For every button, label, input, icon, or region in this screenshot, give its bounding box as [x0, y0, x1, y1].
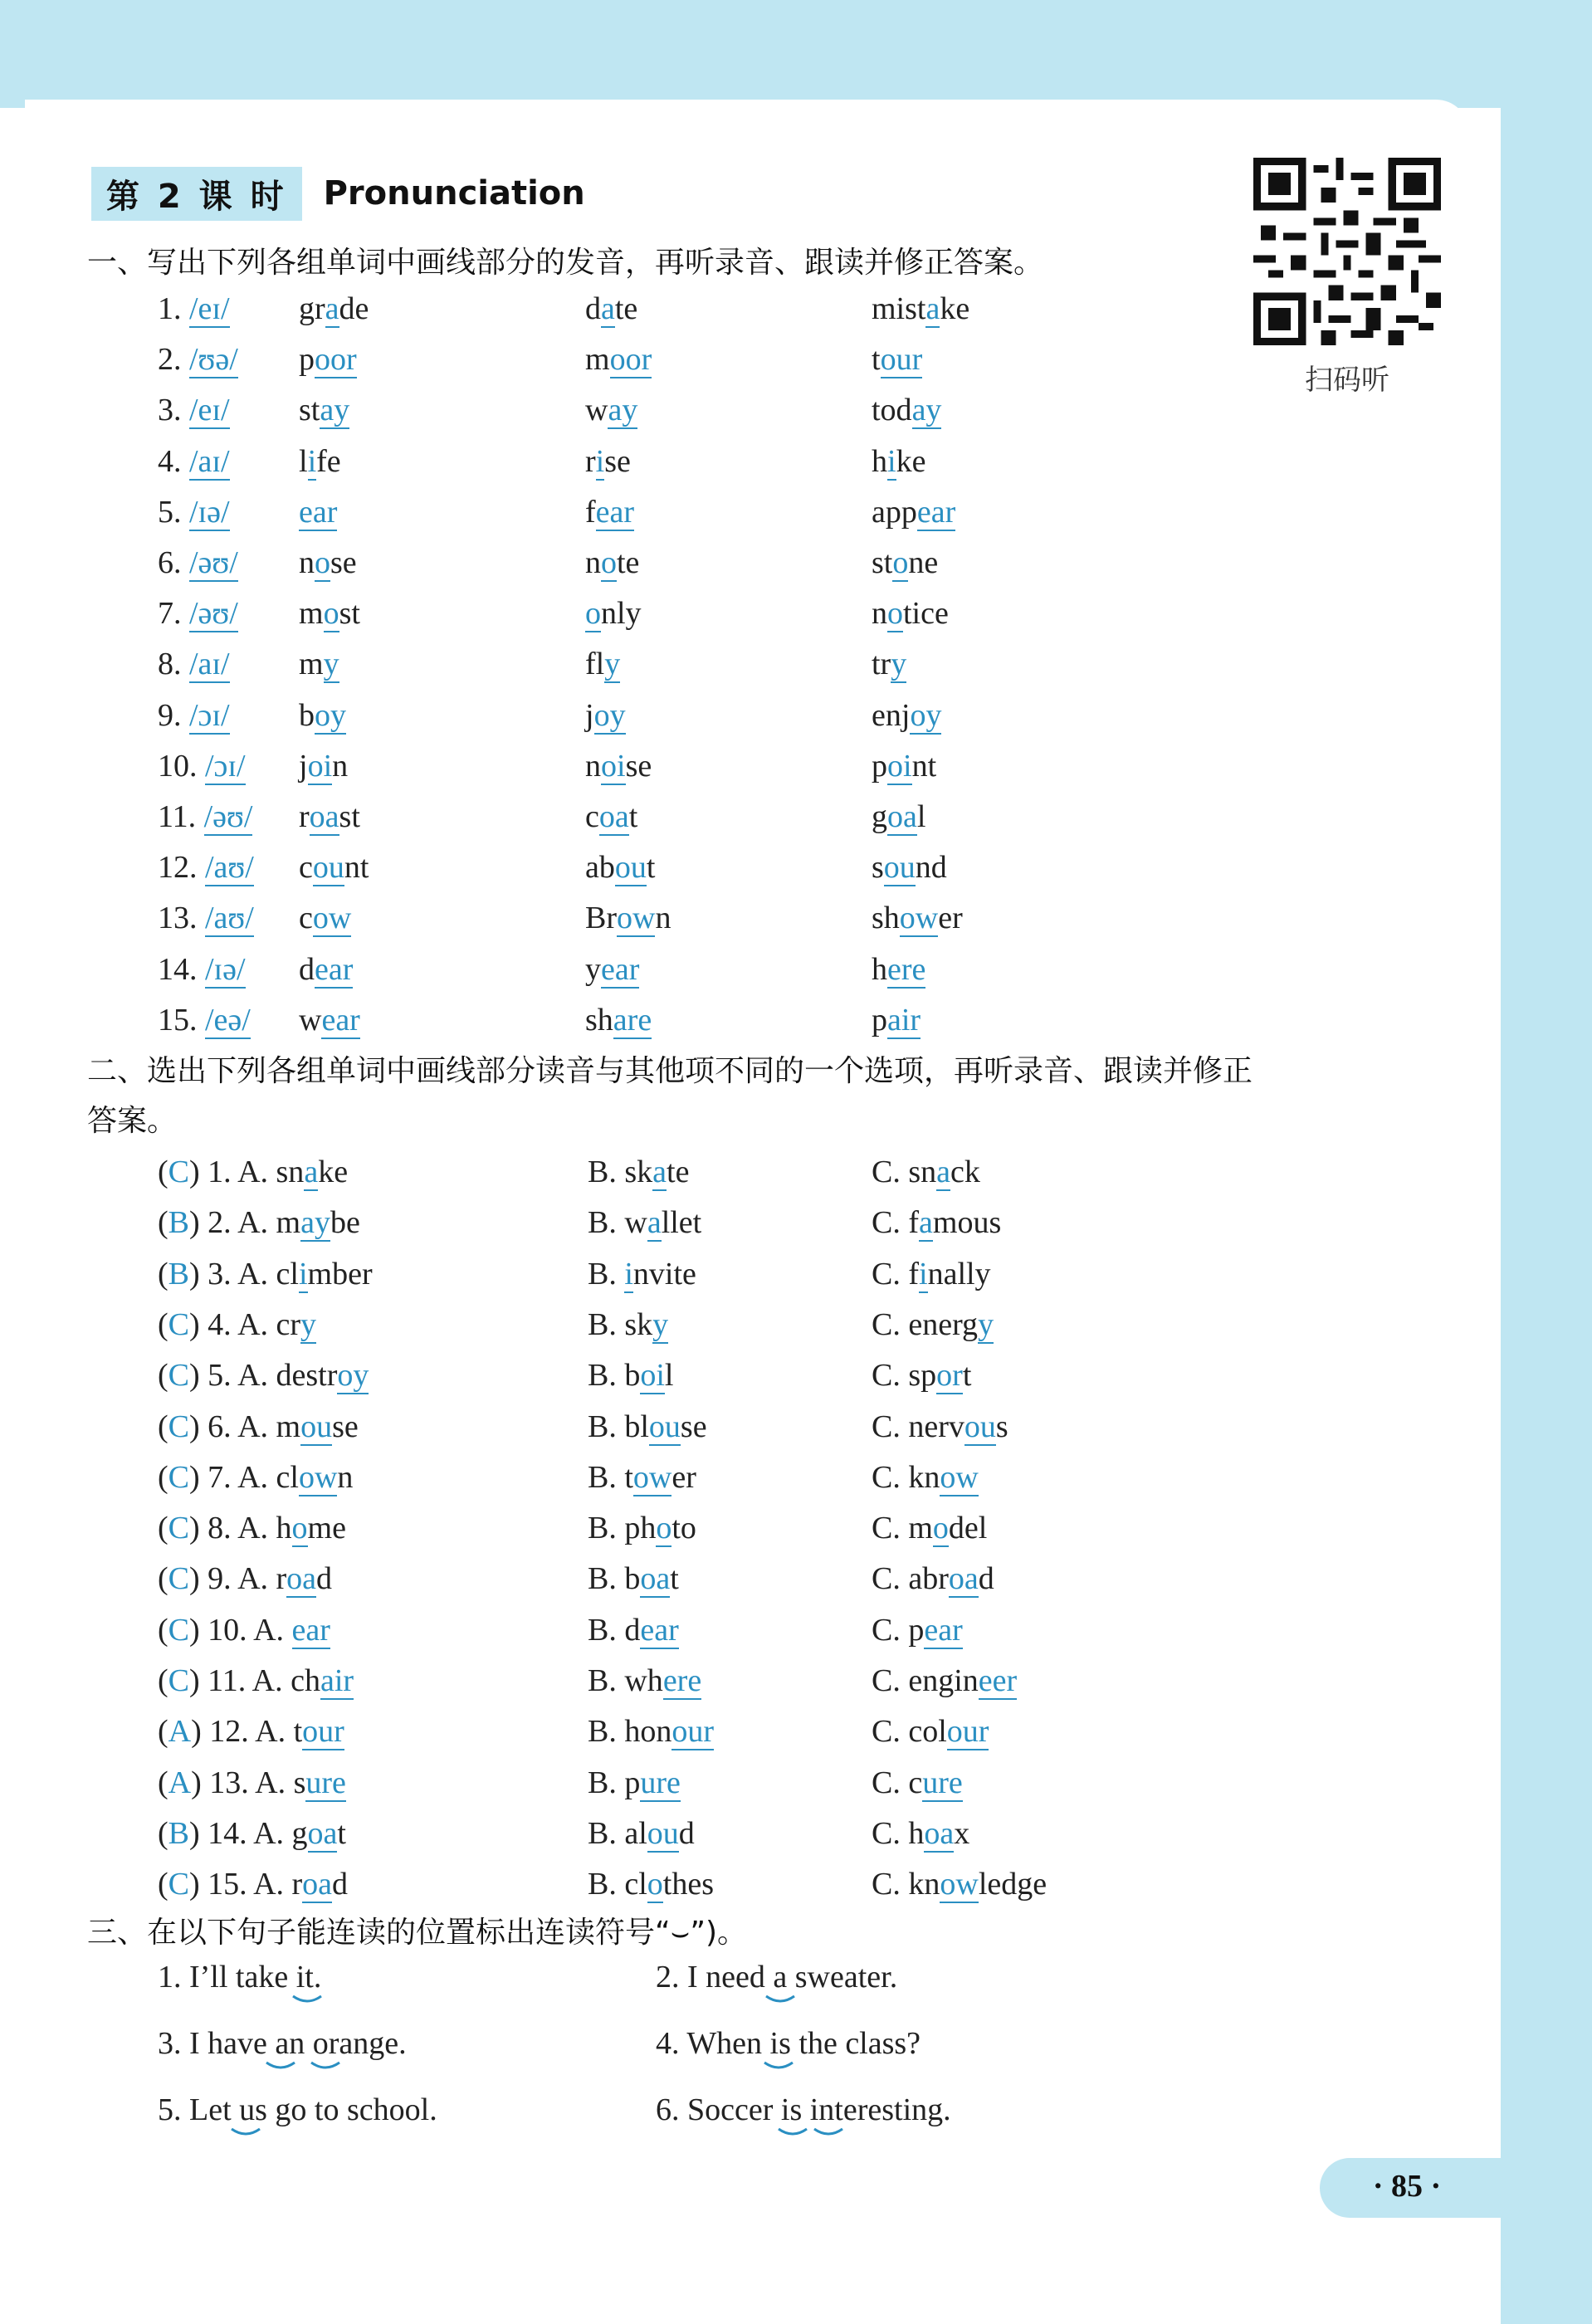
word-b: sky: [624, 1306, 669, 1342]
underlined-part: ure: [640, 1765, 681, 1800]
underlined-part: i: [919, 1256, 928, 1291]
underlined-part: or: [936, 1358, 963, 1394]
word-c: nervous: [908, 1409, 1008, 1444]
word-a: goat: [291, 1815, 346, 1851]
option-c: C. abroad: [872, 1561, 994, 1597]
underlined-part: ere: [662, 1663, 702, 1698]
word-2: fear: [585, 494, 635, 530]
underlined-part: oa: [286, 1561, 317, 1597]
word-b: pure: [624, 1765, 681, 1800]
word-b: dear: [624, 1612, 679, 1648]
underlined-part: o: [892, 545, 909, 580]
underlined-part: i: [624, 1256, 633, 1291]
option-b: B. sky: [588, 1306, 669, 1342]
underlined-part: ou: [312, 850, 344, 886]
word-3: sound: [872, 850, 947, 886]
word-3: appear: [872, 494, 956, 530]
underlined-part: y: [604, 647, 621, 682]
underlined-part: oa: [309, 799, 339, 834]
word-2: about: [585, 850, 656, 886]
underlined-part: oi: [640, 1358, 665, 1394]
underlined-part: oi: [887, 748, 912, 784]
underlined-part: our: [880, 342, 923, 378]
answer-choice: C: [168, 1867, 190, 1902]
word-c: engineer: [908, 1663, 1018, 1698]
liaison-mark: [762, 2060, 795, 2073]
item-number: 12. /aʊ/: [158, 850, 254, 886]
word-a: chair: [291, 1663, 354, 1698]
underlined-part: oy: [315, 697, 346, 733]
underlined-part: a: [652, 1155, 667, 1189]
word-a: road: [291, 1867, 349, 1902]
word-3: shower: [872, 901, 963, 936]
underlined-part: ou: [648, 1409, 681, 1444]
word-1: nose: [299, 545, 357, 580]
answer-phonetic: /ɪə/: [189, 494, 230, 530]
word-2: fly: [585, 647, 621, 682]
answer-choice: C: [168, 1306, 190, 1342]
answer-phonetic: /əʊ/: [203, 799, 253, 834]
item-number: 3. /eɪ/: [158, 393, 230, 428]
underlined-part: oa: [598, 799, 629, 834]
underlined-part: o: [887, 596, 903, 632]
underlined-part: ay: [320, 393, 350, 428]
item-number: 6. /əʊ/: [158, 545, 238, 580]
word-a: maybe: [276, 1205, 360, 1241]
word-2: year: [585, 951, 640, 987]
option-b: B. boat: [588, 1561, 679, 1597]
word-b: boat: [624, 1561, 679, 1597]
answer-phonetic: /eɪ/: [189, 393, 230, 428]
underlined-part: oy: [337, 1358, 369, 1394]
option-a: (C) 10. A. ear: [158, 1612, 330, 1648]
underlined-part: y: [300, 1306, 317, 1342]
option-b: B. invite: [588, 1256, 696, 1291]
option-a: (B) 3. A. climber: [158, 1256, 373, 1291]
answer-choice: C: [168, 1409, 190, 1444]
option-a: (C) 9. A. road: [158, 1561, 333, 1597]
item-number: 8. /aɪ/: [158, 647, 230, 682]
option-a: (C) 8. A. home: [158, 1511, 346, 1546]
option-c: C. nervous: [872, 1409, 1008, 1444]
sentence-5: 5. Let us go to school.: [158, 2092, 437, 2127]
option-a: (A) 12. A. tour: [158, 1714, 344, 1750]
underlined-part: o: [315, 545, 330, 580]
option-c: C. hoax: [872, 1815, 970, 1851]
answer-choice: B: [168, 1815, 190, 1851]
option-b: B. photo: [588, 1511, 696, 1546]
qr-caption: 扫码听: [1305, 364, 1389, 397]
word-a: cry: [276, 1306, 317, 1342]
word-b: skate: [624, 1155, 690, 1189]
option-a: (C) 11. A. chair: [158, 1663, 354, 1698]
underlined-part: a: [304, 1155, 319, 1189]
word-a: destroy: [276, 1358, 369, 1394]
underlined-part: ow: [312, 901, 352, 936]
item-number: 1. /eɪ/: [158, 291, 230, 326]
underlined-part: oy: [593, 697, 626, 733]
word-c: sport: [908, 1358, 972, 1394]
option-b: B. boil: [588, 1358, 674, 1394]
item-number: 7. /əʊ/: [158, 596, 238, 632]
underlined-part: are: [613, 1002, 652, 1038]
underlined-part: oa: [307, 1815, 338, 1851]
underlined-part: y: [891, 647, 907, 682]
answer-choice: A: [168, 1714, 192, 1750]
word-3: enjoy: [872, 697, 942, 733]
word-3: today: [872, 393, 942, 428]
item-number: 15. /eə/: [158, 1002, 251, 1038]
liaison-mark: [764, 1994, 797, 2007]
word-a: clown: [276, 1459, 354, 1495]
option-a: (C) 5. A. destroy: [158, 1358, 369, 1394]
answer-choice: B: [168, 1256, 190, 1291]
word-3: pair: [872, 1002, 921, 1038]
answer-phonetic: /əʊ/: [189, 596, 238, 632]
word-a: home: [276, 1511, 346, 1546]
option-c: C. knowledge: [872, 1867, 1047, 1902]
underlined-part: air: [320, 1663, 354, 1698]
underlined-part: ay: [911, 393, 942, 428]
word-3: point: [872, 748, 937, 784]
word-c: cure: [908, 1765, 963, 1800]
underlined-part: oy: [910, 697, 942, 733]
option-a: (C) 4. A. cry: [158, 1306, 317, 1342]
underlined-part: ou: [300, 1409, 333, 1444]
answer-choice: C: [168, 1459, 190, 1495]
underlined-part: ow: [298, 1459, 338, 1495]
option-b: B. where: [588, 1663, 702, 1698]
option-b: B. wallet: [588, 1205, 702, 1241]
option-a: (C) 7. A. clown: [158, 1459, 354, 1495]
option-a: (A) 13. A. sure: [158, 1765, 346, 1800]
underlined-part: oor: [315, 342, 357, 378]
lesson-title: Pronunciation: [323, 174, 585, 212]
sentence-2: 2. I need a sweater.: [656, 1960, 898, 1994]
word-2: coat: [585, 799, 638, 834]
word-2: way: [585, 393, 638, 428]
item-number: 11. /əʊ/: [158, 799, 253, 834]
word-c: famous: [908, 1205, 1002, 1241]
word-3: hike: [872, 443, 926, 479]
option-a: (B) 14. A. goat: [158, 1815, 346, 1851]
underlined-part: o: [647, 1867, 663, 1902]
item-number: 4. /aɪ/: [158, 443, 230, 479]
word-b: boil: [624, 1358, 674, 1394]
word-1: wear: [299, 1002, 360, 1038]
option-c: C. cure: [872, 1765, 963, 1800]
underlined-part: a: [325, 291, 339, 326]
option-c: C. energy: [872, 1306, 994, 1342]
underlined-part: ow: [617, 901, 656, 936]
word-a: road: [276, 1561, 333, 1597]
underlined-part: our: [302, 1714, 344, 1750]
sentence-4: 4. When is the class?: [656, 2026, 921, 2061]
answer-choice: B: [168, 1205, 190, 1241]
answer-choice: C: [168, 1663, 190, 1698]
word-b: photo: [624, 1511, 696, 1546]
underlined-part: air: [887, 1002, 921, 1038]
answer-phonetic: /eə/: [205, 1002, 251, 1038]
item-number: 13. /aʊ/: [158, 901, 254, 936]
lesson-header: [91, 166, 585, 221]
word-1: count: [299, 850, 369, 886]
answer-phonetic: /ɪə/: [205, 951, 246, 987]
underlined-part: o: [291, 1511, 308, 1546]
sentence-6: 6. Soccer is interesting.: [656, 2092, 951, 2127]
option-c: C. engineer: [872, 1663, 1018, 1698]
liaison-mark: [229, 2126, 262, 2140]
underlined-part: ay: [300, 1205, 330, 1241]
answer-phonetic: /ʊə/: [189, 342, 238, 378]
option-c: C. colour: [872, 1714, 989, 1750]
word-1: poor: [299, 342, 357, 378]
word-2: share: [585, 1002, 652, 1038]
sentence-3: 3. I have an orange.: [158, 2026, 407, 2061]
underlined-part: y: [978, 1306, 994, 1342]
underlined-part: ear: [321, 1002, 360, 1038]
answer-choice: C: [168, 1561, 190, 1597]
option-c: C. pear: [872, 1612, 963, 1648]
word-c: model: [908, 1511, 988, 1546]
word-3: mistake: [872, 291, 970, 326]
section3-title: 三、在以下句子能连读的位置标出连读符号“⌣”)。: [87, 1916, 748, 1950]
item-number: 5. /ɪə/: [158, 494, 230, 530]
underlined-part: i: [595, 443, 605, 479]
word-b: invite: [624, 1256, 696, 1291]
word-a: sure: [293, 1765, 346, 1800]
answer-phonetic: /ɔɪ/: [189, 697, 230, 733]
item-number: 2. /ʊə/: [158, 342, 238, 378]
underlined-part: our: [946, 1714, 989, 1750]
underlined-part: oa: [302, 1867, 333, 1902]
answer-choice: A: [168, 1765, 192, 1800]
word-c: finally: [908, 1256, 991, 1291]
answer-choice: C: [168, 1511, 190, 1546]
answer-phonetic: /aɪ/: [189, 647, 230, 682]
liaison-mark: [309, 2060, 342, 2073]
answer-phonetic: /aɪ/: [189, 443, 230, 479]
answer-phonetic: /ɔɪ/: [205, 748, 246, 784]
underlined-part: our: [671, 1714, 715, 1750]
option-c: C. know: [872, 1459, 979, 1495]
underlined-part: ear: [916, 494, 956, 530]
underlined-part: ear: [299, 494, 338, 530]
right-band: [1501, 0, 1592, 2324]
option-a: (B) 2. A. maybe: [158, 1205, 360, 1241]
liaison-mark: [264, 2060, 297, 2073]
word-2: date: [585, 291, 638, 326]
word-1: grade: [299, 291, 369, 326]
liaison-mark: [291, 1994, 324, 2007]
word-2: only: [585, 596, 642, 632]
underlined-part: ou: [964, 1409, 996, 1444]
option-b: B. tower: [588, 1459, 696, 1495]
word-1: boy: [299, 697, 346, 733]
word-3: stone: [872, 545, 939, 580]
word-2: Brown: [585, 901, 671, 936]
word-2: joy: [585, 697, 626, 733]
word-3: tour: [872, 342, 923, 378]
answer-choice: C: [168, 1358, 190, 1394]
option-c: C. finally: [872, 1256, 991, 1291]
word-b: where: [624, 1663, 702, 1698]
underlined-part: a: [601, 291, 615, 326]
underlined-part: ou: [614, 850, 647, 886]
option-b: B. pure: [588, 1765, 681, 1800]
underlined-part: oi: [601, 748, 626, 784]
underlined-part: ure: [922, 1765, 963, 1800]
option-a: (C) 1. A. snake: [158, 1155, 349, 1189]
word-a: tour: [293, 1714, 344, 1750]
option-b: B. aloud: [588, 1815, 695, 1851]
word-3: try: [872, 647, 907, 682]
underlined-part: i: [298, 1256, 308, 1291]
word-3: here: [872, 951, 926, 987]
option-c: C. snack: [872, 1155, 980, 1189]
liaison-mark: [776, 2126, 809, 2140]
word-c: know: [908, 1459, 979, 1495]
option-c: C. famous: [872, 1205, 1002, 1241]
top-band: [0, 0, 1592, 108]
underlined-part: oa: [640, 1561, 671, 1597]
underlined-part: ow: [632, 1459, 672, 1495]
underlined-part: a: [919, 1205, 933, 1241]
option-b: B. dear: [588, 1612, 679, 1648]
underlined-part: o: [585, 596, 601, 632]
option-a: (C) 6. A. mouse: [158, 1409, 359, 1444]
word-b: clothes: [624, 1867, 715, 1902]
word-a: climber: [276, 1256, 373, 1291]
underlined-part: ere: [887, 951, 926, 987]
underlined-part: ear: [595, 494, 635, 530]
option-b: B. honour: [588, 1714, 715, 1750]
underlined-part: eer: [978, 1663, 1018, 1698]
word-1: [299, 494, 337, 530]
word-a: [292, 1613, 330, 1649]
section2-title-line1: 二、选出下列各组单词中画线部分读音与其他项不同的一个选项，再听录音、跟读并修正: [87, 1054, 1253, 1088]
underlined-part: ay: [608, 393, 638, 428]
word-1: roast: [299, 799, 360, 834]
word-b: blouse: [624, 1409, 707, 1444]
qr-code-icon[interactable]: [1253, 158, 1441, 345]
underlined-part: ear: [291, 1612, 330, 1648]
word-1: my: [299, 647, 339, 682]
underlined-part: o: [323, 596, 339, 632]
underlined-part: oa: [887, 799, 917, 834]
word-1: cow: [299, 901, 352, 936]
option-b: B. clothes: [588, 1867, 715, 1902]
underlined-part: ou: [883, 850, 916, 886]
option-c: C. model: [872, 1511, 988, 1546]
word-2: moor: [585, 342, 652, 378]
underlined-part: i: [307, 443, 317, 479]
underlined-part: ear: [640, 1612, 679, 1648]
word-3: goal: [872, 799, 926, 834]
lesson-tag: 第 2 课 时: [91, 167, 302, 221]
word-b: honour: [624, 1714, 715, 1750]
underlined-part: ow: [940, 1867, 979, 1902]
word-3: notice: [872, 596, 949, 632]
underlined-part: ure: [305, 1765, 346, 1800]
item-number: 14. /ɪə/: [158, 951, 246, 987]
word-a: snake: [276, 1155, 349, 1189]
word-1: life: [299, 443, 341, 479]
underlined-part: o: [932, 1511, 949, 1546]
option-b: B. skate: [588, 1155, 690, 1189]
word-c: abroad: [908, 1561, 994, 1597]
underlined-part: ow: [940, 1459, 979, 1495]
underlined-part: oa: [948, 1561, 979, 1597]
underlined-part: o: [601, 545, 617, 580]
item-number: 9. /ɔɪ/: [158, 697, 230, 733]
sentence-1: 1. I’ll take it.: [158, 1960, 322, 1994]
word-2: rise: [585, 443, 631, 479]
underlined-part: a: [925, 291, 940, 326]
underlined-part: o: [656, 1511, 672, 1546]
word-b: aloud: [624, 1815, 695, 1851]
underlined-part: a: [936, 1155, 951, 1189]
word-b: wallet: [624, 1205, 702, 1241]
word-c: colour: [908, 1714, 989, 1750]
option-b: B. blouse: [588, 1409, 707, 1444]
option-c: C. sport: [872, 1358, 972, 1394]
word-c: pear: [908, 1612, 963, 1648]
word-c: hoax: [908, 1815, 970, 1851]
word-b: tower: [624, 1459, 696, 1495]
underlined-part: oa: [924, 1815, 955, 1851]
item-number: 10. /ɔɪ/: [158, 748, 246, 784]
word-c: knowledge: [908, 1867, 1047, 1902]
underlined-part: oor: [609, 342, 652, 378]
underlined-part: i: [887, 443, 896, 479]
underlined-part: y: [323, 647, 339, 682]
section2-title-line2: 答案。: [87, 1104, 178, 1138]
underlined-part: ear: [315, 951, 354, 987]
section1-title: 一、写出下列各组单词中画线部分的发音，再听录音、跟读并修正答案。: [87, 246, 1044, 280]
answer-phonetic: /aʊ/: [205, 850, 254, 886]
answer-choice: C: [168, 1155, 190, 1189]
underlined-part: ear: [601, 951, 640, 987]
underlined-part: ou: [647, 1815, 679, 1851]
word-1: stay: [299, 393, 350, 428]
underlined-part: y: [652, 1306, 669, 1342]
underlined-part: a: [647, 1205, 662, 1241]
option-a: (C) 15. A. road: [158, 1867, 349, 1902]
word-1: dear: [299, 951, 354, 987]
underlined-part: ow: [899, 901, 939, 936]
answer-choice: C: [168, 1612, 190, 1648]
underlined-part: oi: [307, 748, 333, 784]
word-a: mouse: [276, 1409, 359, 1444]
word-1: join: [299, 748, 349, 784]
word-1: most: [299, 596, 360, 632]
answer-phonetic: /aʊ/: [205, 901, 254, 936]
word-2: note: [585, 545, 640, 580]
underlined-part: ear: [924, 1612, 963, 1648]
word-2: noise: [585, 748, 652, 784]
page-number: · 85 ·: [1372, 2169, 1442, 2204]
word-c: snack: [908, 1155, 980, 1189]
answer-phonetic: /əʊ/: [189, 545, 238, 580]
liaison-mark: [812, 2126, 845, 2140]
word-c: energy: [908, 1306, 994, 1342]
answer-phonetic: /eɪ/: [189, 291, 230, 326]
